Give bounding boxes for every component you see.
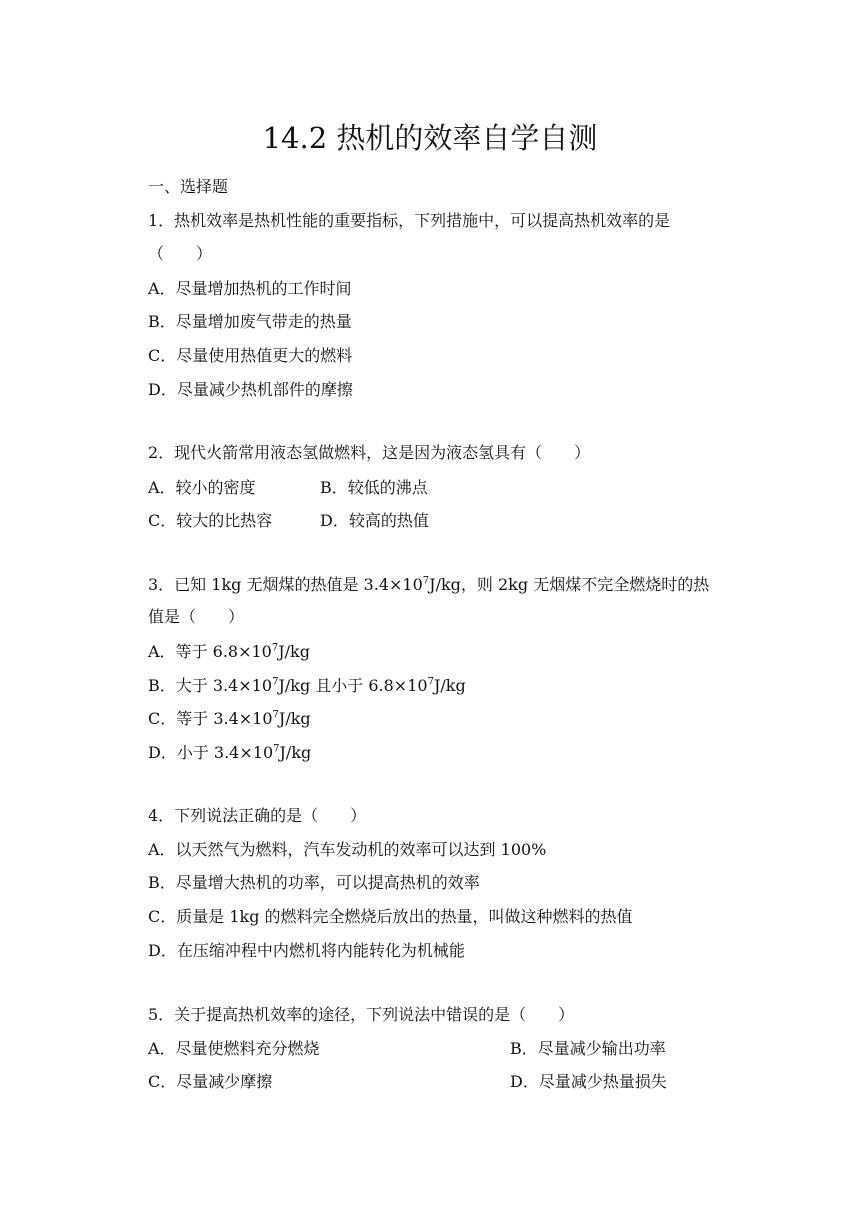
question-3-option-d xyxy=(148,742,311,764)
question-3-stem-cont: 值是（ ） xyxy=(148,607,245,626)
question-2-option-d: D．较高的热值 xyxy=(320,511,429,530)
option-a-exponent: 7 xyxy=(271,642,279,654)
option-c-post: J/kg xyxy=(278,709,311,728)
question-4-option-c: C．质量是 1kg 的燃料完全燃烧后放出的热量，叫做这种燃料的热值 xyxy=(148,907,633,926)
question-5-stem: 5．关于提高热机效率的途径，下列说法中错误的是（ ） xyxy=(148,1005,575,1024)
question-3-stem-exponent: 7 xyxy=(422,575,430,587)
question-3-option-b xyxy=(148,675,466,697)
question-5-option-b: B．尽量减少输出功率 xyxy=(510,1039,666,1058)
option-b-exponent-2: 7 xyxy=(427,676,434,688)
question-4-option-a: A．以天然气为燃料，汽车发动机的效率可以达到 100% xyxy=(148,840,547,859)
question-4-option-b: B．尽量增大热机的功率，可以提高热机的效率 xyxy=(148,873,480,892)
option-a-post: J/kg xyxy=(278,642,310,661)
question-4-stem: 4．下列说法正确的是（ ） xyxy=(148,806,367,825)
question-4-option-d: D．在压缩冲程中内燃机将内能转化为机械能 xyxy=(148,941,465,960)
question-2-stem: 2．现代火箭常用液态氢做燃料，这是因为液态氢具有（ ） xyxy=(148,443,591,462)
option-b-post: J/kg xyxy=(433,676,466,695)
option-d-exponent: 7 xyxy=(273,743,280,755)
question-1-option-b: B．尽量增加废气带走的热量 xyxy=(148,312,352,331)
question-1-option-c: C．尽量使用热值更大的燃料 xyxy=(148,346,353,365)
question-2-option-a: A．较小的密度 xyxy=(148,478,256,497)
option-d-pre: D．小于 3.4×10 xyxy=(148,743,274,762)
question-1-option-d: D．尽量减少热机部件的摩擦 xyxy=(148,380,353,399)
option-b-pre: B．大于 3.4×10 xyxy=(148,676,273,695)
question-1-stem: 1．热机效率是热机性能的重要指标，下列措施中，可以提高热机效率的是 xyxy=(148,211,671,230)
option-c-exponent: 7 xyxy=(272,709,279,721)
question-3-option-c xyxy=(148,708,311,730)
page-title: 14.2 热机的效率自学自测 xyxy=(262,121,598,155)
option-b-mid: J/kg 且小于 6.8×10 xyxy=(278,676,428,695)
question-5-option-c: C．尽量减少摩擦 xyxy=(148,1072,273,1091)
question-3-stem-post: J/kg，则 2kg 无烟煤不完全燃烧时的热 xyxy=(429,575,710,594)
option-b-exponent: 7 xyxy=(272,676,279,688)
question-3-stem xyxy=(148,574,709,596)
question-1-stem-cont: （ ） xyxy=(148,244,213,263)
question-3-stem-pre: 3．已知 1kg 无烟煤的热值是 3.4×10 xyxy=(148,575,423,594)
option-c-pre: C．等于 3.4×10 xyxy=(148,709,273,728)
option-a-pre: A．等于 6.8×10 xyxy=(148,642,272,661)
question-3-option-a xyxy=(148,641,310,663)
question-1-option-a: A．尽量增加热机的工作时间 xyxy=(148,279,352,298)
question-2-option-b: B．较低的沸点 xyxy=(320,478,428,497)
option-d-post: J/kg xyxy=(279,743,312,762)
question-5-option-d: D．尽量减少热量损失 xyxy=(510,1072,667,1091)
question-2-option-c: C．较大的比热容 xyxy=(148,511,273,530)
section-heading: 一、选择题 xyxy=(148,177,229,196)
question-5-option-a: A．尽量使燃料充分燃烧 xyxy=(148,1039,320,1058)
